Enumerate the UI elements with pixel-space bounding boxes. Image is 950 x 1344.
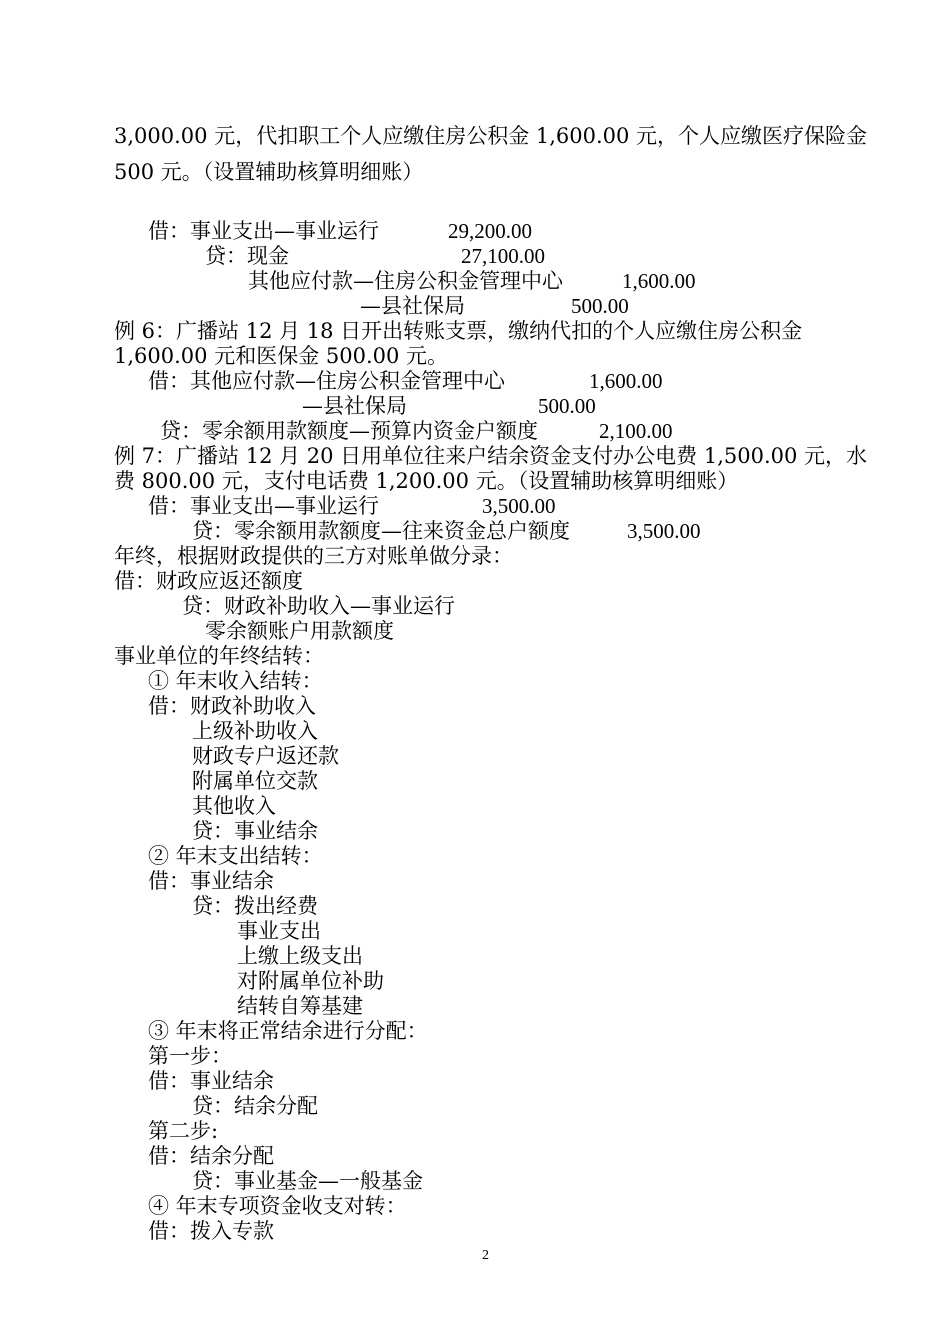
ex7-credit-label: 贷：零余额用款额度—往来资金总户额度 (192, 519, 570, 543)
ex6-line-2: 1,600.00 元和医保金 500.00 元。 (114, 344, 449, 368)
closing-s1-credit: 贷：事业结余 (192, 819, 318, 843)
closing-s2-item: 结转自筹基建 (237, 994, 363, 1018)
closing-s3-step2: 第二步: (148, 1119, 219, 1143)
ex6-debit1-amount: 1,600.00 (589, 369, 663, 393)
closing-s4-debit: 借：拨入专款 (148, 1219, 274, 1243)
closing-s2-item: 对附属单位补助 (237, 969, 384, 993)
closing-s1-item: 其他收入 (192, 794, 276, 818)
ex6-debit2-label: —县社保局 (302, 394, 407, 418)
closing-s4-title: ④ 年末专项资金收支对转： (148, 1194, 407, 1218)
closing-s3-step2-debit: 借：结余分配 (148, 1144, 274, 1168)
entry1-debit-label: 借：事业支出—事业运行 (148, 219, 379, 243)
closing-s2-credit: 贷：拨出经费 (192, 894, 318, 918)
closing-s3-step2-credit: 贷：事业基金—一般基金 (192, 1169, 423, 1193)
closing-s3-step1: 第一步： (148, 1044, 232, 1068)
closing-s1-item: 财政专户返还款 (192, 744, 339, 768)
yearend-heading: 年终，根据财政提供的三方对账单做分录： (114, 544, 513, 568)
ex6-debit1-label: 借：其他应付款—住房公积金管理中心 (148, 369, 505, 393)
yearend-credit-2: 零余额账户用款额度 (205, 619, 394, 643)
ex7-credit-amount: 3,500.00 (627, 519, 701, 543)
closing-s2-item: 上缴上级支出 (237, 944, 363, 968)
yearend-credit-1: 贷：财政补助收入—事业运行 (182, 594, 455, 618)
ex6-debit2-amount: 500.00 (538, 394, 596, 418)
closing-s3-title: ③ 年末将正常结余进行分配： (148, 1019, 428, 1043)
intro-line-1: 3,000.00 元，代扣职工个人应缴住房公积金 1,600.00 元，个人应缴医疗保险金 (114, 124, 868, 148)
ex7-line-1: 例 7：广播站 12 月 20 日用单位往来户结余资金支付办公电费 1,500.00 元，水 (114, 444, 868, 468)
closing-s1-item: 附属单位交款 (192, 769, 318, 793)
closing-s2-item: 事业支出 (237, 919, 321, 943)
entry1-credit2-amount: 1,600.00 (622, 269, 696, 293)
entry1-credit3-label: —县社保局 (360, 294, 465, 318)
ex6-credit-amount: 2,100.00 (599, 419, 673, 443)
entry1-credit1-label: 贷：现金 (205, 244, 289, 268)
yearend-debit: 借：财政应返还额度 (114, 569, 303, 593)
closing-s1-debit: 借：财政补助收入 (148, 694, 316, 718)
closing-s1-item: 上级补助收入 (192, 719, 318, 743)
ex7-debit-amount: 3,500.00 (482, 494, 556, 518)
intro-line-2: 500 元。（设置辅助核算明细账） (114, 160, 424, 184)
ex7-line-2: 费 800.00 元，支付电话费 1,200.00 元。（设置辅助核算明细账） (114, 469, 739, 493)
ex6-credit-label: 贷：零余额用款额度—预算内资金户额度 (160, 419, 538, 443)
page-number: 2 (482, 1248, 489, 1263)
entry1-credit3-amount: 500.00 (571, 294, 629, 318)
entry1-credit1-amount: 27,100.00 (461, 244, 545, 268)
closing-s3-step1-credit: 贷：结余分配 (192, 1094, 318, 1118)
closing-s1-title: ① 年末收入结转： (148, 669, 323, 693)
closing-heading: 事业单位的年终结转： (114, 644, 324, 668)
closing-s2-debit: 借：事业结余 (148, 869, 274, 893)
closing-s3-step1-debit: 借：事业结余 (148, 1069, 274, 1093)
ex6-line-1: 例 6：广播站 12 月 18 日开出转账支票，缴纳代扣的个人应缴住房公积金 (114, 319, 803, 343)
entry1-credit2-label: 其他应付款—住房公积金管理中心 (248, 269, 563, 293)
ex7-debit-label: 借：事业支出—事业运行 (148, 494, 379, 518)
closing-s2-title: ② 年末支出结转： (148, 844, 323, 868)
entry1-debit-amount: 29,200.00 (448, 219, 532, 243)
